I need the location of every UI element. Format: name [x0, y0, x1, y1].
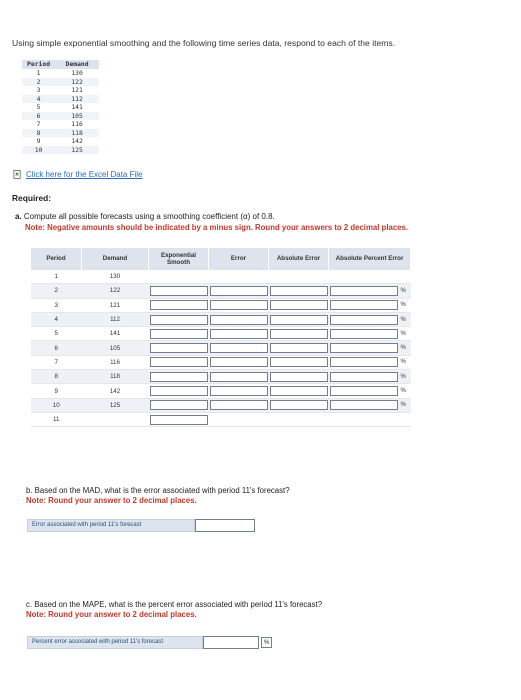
- note-b: Note: Round your answer to 2 decimal places.: [26, 496, 197, 505]
- absolute-percent-error-cell: [329, 270, 411, 284]
- cell-smooth: [149, 312, 209, 326]
- data-cell-period: 9: [36, 137, 41, 145]
- question-a-prefix: a.: [15, 212, 22, 221]
- cell-demand: 112: [82, 312, 149, 326]
- absolute-error-input[interactable]: [270, 343, 328, 353]
- data-cell-demand: 130: [71, 69, 83, 77]
- cell-period: 7: [31, 355, 82, 369]
- data-cell-demand: 121: [71, 86, 83, 94]
- cell-smooth: [149, 270, 209, 284]
- data-cell-demand: 105: [55, 112, 99, 121]
- absolute-percent-error-input[interactable]: [330, 372, 398, 382]
- smooth-input[interactable]: [150, 357, 208, 367]
- cell-smooth: [149, 355, 209, 369]
- table-row: [31, 398, 411, 412]
- data-table-row: [22, 146, 99, 155]
- cell-demand: 118: [82, 370, 149, 384]
- absolute-percent-error-input[interactable]: [330, 300, 398, 310]
- answer-c-label: Percent error associated with period 11's forecast: [27, 636, 203, 649]
- cell-period: 8: [31, 370, 82, 384]
- data-cell-period: 4: [22, 95, 55, 104]
- table-row: [31, 370, 411, 384]
- header-exponential-smooth: Exponential Smooth: [149, 248, 209, 270]
- excel-link-text[interactable]: Click here for the Excel Data File: [26, 170, 143, 179]
- absolute-percent-error-cell: [329, 284, 411, 298]
- percent-sign: %: [400, 345, 406, 352]
- percent-input-wrap: [330, 400, 410, 410]
- absolute-error-cell: [269, 384, 329, 398]
- answer-b-label: Error associated with period 11's forecast: [27, 519, 195, 532]
- absolute-percent-error-input[interactable]: [330, 286, 398, 296]
- data-cell-demand: 141: [71, 103, 83, 111]
- data-header-demand: Demand: [55, 60, 99, 69]
- answer-b-input[interactable]: [195, 519, 255, 532]
- error-input[interactable]: [210, 300, 268, 310]
- data-cell-demand: 125: [55, 146, 99, 155]
- cell-demand: 122: [82, 284, 149, 298]
- absolute-percent-error-cell: [329, 298, 411, 312]
- answer-c-row: [27, 636, 272, 649]
- header-error: Error: [209, 248, 269, 270]
- error-input[interactable]: [210, 357, 268, 367]
- error-cell: [209, 370, 269, 384]
- table-row: [31, 298, 411, 312]
- absolute-error-cell: [269, 355, 329, 369]
- cell-smooth: [149, 384, 209, 398]
- error-input[interactable]: [210, 329, 268, 339]
- smooth-input[interactable]: [150, 300, 208, 310]
- table-row: [31, 341, 411, 355]
- smooth-input[interactable]: [150, 329, 208, 339]
- percent-sign: %: [400, 302, 406, 309]
- absolute-error-cell: [269, 398, 329, 412]
- cell-smooth: [149, 398, 209, 412]
- absolute-error-cell: [269, 270, 329, 284]
- percent-sign: %: [400, 287, 406, 294]
- header-period: Period: [31, 248, 82, 270]
- cell-smooth: [149, 298, 209, 312]
- smooth-input[interactable]: [150, 286, 208, 296]
- cell-period: 10: [31, 398, 82, 412]
- absolute-percent-error-input[interactable]: [330, 315, 398, 325]
- cell-smooth: [149, 341, 209, 355]
- smooth-input[interactable]: [150, 372, 208, 382]
- cell-smooth: [149, 412, 209, 426]
- cell-demand: 125: [82, 398, 149, 412]
- error-cell: [209, 312, 269, 326]
- data-cell-demand: 112: [55, 95, 99, 104]
- absolute-percent-error-input[interactable]: [330, 400, 398, 410]
- absolute-percent-error-input[interactable]: [330, 357, 398, 367]
- smooth-input[interactable]: [150, 400, 208, 410]
- header-absolute-percent-error: Absolute Percent Error: [329, 248, 411, 270]
- header-absolute-error: Absolute Error: [269, 248, 329, 270]
- absolute-percent-error-input[interactable]: [330, 343, 398, 353]
- absolute-error-input[interactable]: [270, 300, 328, 310]
- table-row: [31, 384, 411, 398]
- cell-period: 1: [31, 270, 82, 284]
- cell-demand: 105: [82, 341, 149, 355]
- percent-sign: %: [400, 388, 406, 395]
- data-cell-period: 6: [22, 112, 55, 121]
- excel-link[interactable]: [13, 170, 143, 179]
- data-cell-period: 2: [22, 78, 55, 87]
- cell-period: 11: [31, 412, 82, 426]
- percent-sign: %: [400, 330, 406, 337]
- error-cell: [209, 298, 269, 312]
- absolute-error-cell: [269, 298, 329, 312]
- cell-demand: [82, 412, 149, 426]
- table-row: [31, 355, 411, 369]
- data-table-row: [22, 78, 99, 87]
- data-cell-demand: 142: [71, 137, 83, 145]
- smooth-input[interactable]: [150, 415, 208, 425]
- percent-input-wrap: [330, 329, 410, 339]
- absolute-error-cell: [269, 341, 329, 355]
- cell-period: 2: [31, 284, 82, 298]
- absolute-error-cell: [269, 412, 329, 426]
- error-input[interactable]: [210, 372, 268, 382]
- smooth-input[interactable]: [150, 315, 208, 325]
- note-a: Note: Negative amounts should be indicated by a minus sign. Round your answers to 2 decimal places.: [25, 223, 408, 232]
- percent-input-wrap: [330, 357, 410, 367]
- data-table-row: [22, 69, 99, 78]
- table-row: [31, 270, 411, 284]
- error-input[interactable]: [210, 400, 268, 410]
- percent-input-wrap: [330, 286, 410, 296]
- cell-smooth: [149, 327, 209, 341]
- data-table-row: [22, 137, 99, 146]
- error-input[interactable]: [210, 315, 268, 325]
- absolute-error-input[interactable]: [270, 357, 328, 367]
- cell-period: 6: [31, 341, 82, 355]
- absolute-percent-error-input[interactable]: [330, 329, 398, 339]
- absolute-error-cell: [269, 312, 329, 326]
- table-row: [31, 327, 411, 341]
- answer-b-row: [27, 519, 255, 532]
- smooth-input[interactable]: [150, 386, 208, 396]
- data-table-row: [22, 129, 99, 138]
- absolute-error-cell: [269, 327, 329, 341]
- error-cell: [209, 412, 269, 426]
- absolute-error-input[interactable]: [270, 400, 328, 410]
- excel-file-icon: [13, 170, 22, 179]
- required-heading: Required:: [12, 193, 52, 203]
- cell-smooth: [149, 284, 209, 298]
- percent-input-wrap: [330, 315, 410, 325]
- percent-symbol: %: [261, 637, 272, 648]
- error-cell: [209, 384, 269, 398]
- error-input[interactable]: [210, 386, 268, 396]
- percent-sign: %: [400, 373, 406, 380]
- absolute-percent-error-cell: [329, 327, 411, 341]
- data-cell-period: 8: [22, 129, 55, 138]
- absolute-error-input[interactable]: [270, 286, 328, 296]
- data-cell-period: 3: [36, 86, 41, 94]
- cell-period: 3: [31, 298, 82, 312]
- absolute-percent-error-cell: [329, 384, 411, 398]
- absolute-error-input[interactable]: [270, 315, 328, 325]
- question-a-text: Compute all possible forecasts using a smoothing coefficient (α) of 0.8.: [23, 212, 275, 221]
- error-cell: [209, 327, 269, 341]
- percent-sign: %: [400, 359, 406, 366]
- smooth-input[interactable]: [150, 343, 208, 353]
- data-cell-period: 10: [22, 146, 55, 155]
- absolute-error-input[interactable]: [270, 386, 328, 396]
- answer-c-input[interactable]: [203, 636, 259, 649]
- error-cell: [209, 270, 269, 284]
- data-cell-period: 7: [36, 120, 41, 128]
- percent-input-wrap: [330, 386, 410, 396]
- absolute-error-cell: [269, 370, 329, 384]
- cell-smooth: [149, 370, 209, 384]
- absolute-percent-error-cell: [329, 398, 411, 412]
- error-cell: [209, 355, 269, 369]
- data-cell-demand: 118: [55, 129, 99, 138]
- error-cell: [209, 284, 269, 298]
- forecast-table: [31, 248, 411, 427]
- question-b: b. Based on the MAD, what is the error associated with period 11's forecast?: [26, 486, 290, 495]
- absolute-percent-error-cell: [329, 312, 411, 326]
- data-cell-demand: 122: [55, 78, 99, 87]
- data-table-row: [22, 112, 99, 121]
- data-header-period: Period: [22, 60, 55, 69]
- error-cell: [209, 398, 269, 412]
- error-input[interactable]: [210, 343, 268, 353]
- absolute-error-input[interactable]: [270, 372, 328, 382]
- percent-input-wrap: [330, 300, 410, 310]
- error-input[interactable]: [210, 286, 268, 296]
- table-row: [31, 312, 411, 326]
- data-table-row: [22, 86, 99, 95]
- cell-demand: 116: [82, 355, 149, 369]
- cell-demand: 130: [82, 270, 149, 284]
- question-a: [15, 212, 275, 221]
- data-table-row: [22, 103, 99, 112]
- absolute-percent-error-cell: [329, 370, 411, 384]
- cell-demand: 142: [82, 384, 149, 398]
- absolute-error-cell: [269, 284, 329, 298]
- question-c: c. Based on the MAPE, what is the percent error associated with period 11's forecast?: [26, 600, 323, 609]
- cell-period: 5: [31, 327, 82, 341]
- error-cell: [209, 341, 269, 355]
- percent-sign: %: [400, 316, 406, 323]
- absolute-error-input[interactable]: [270, 329, 328, 339]
- data-table: [22, 60, 99, 154]
- data-table-row: [22, 95, 99, 104]
- data-cell-demand: 116: [71, 120, 83, 128]
- cell-period: 9: [31, 384, 82, 398]
- percent-input-wrap: [330, 372, 410, 382]
- percent-input-wrap: [330, 343, 410, 353]
- data-table-row: [22, 120, 99, 129]
- table-row: [31, 412, 411, 426]
- intro-text: Using simple exponential smoothing and the following time series data, respond to each of the items.: [12, 38, 396, 48]
- data-cell-period: 1: [36, 69, 41, 77]
- table-row: [31, 284, 411, 298]
- cell-demand: 121: [82, 298, 149, 312]
- cell-demand: 141: [82, 327, 149, 341]
- data-cell-period: 5: [36, 103, 41, 111]
- percent-sign: %: [400, 402, 406, 409]
- absolute-percent-error-cell: [329, 341, 411, 355]
- cell-period: 4: [31, 312, 82, 326]
- header-demand: Demand: [82, 248, 149, 270]
- absolute-percent-error-cell: [329, 412, 411, 426]
- absolute-percent-error-input[interactable]: [330, 386, 398, 396]
- note-c: Note: Round your answer to 2 decimal places.: [26, 610, 197, 619]
- absolute-percent-error-cell: [329, 355, 411, 369]
